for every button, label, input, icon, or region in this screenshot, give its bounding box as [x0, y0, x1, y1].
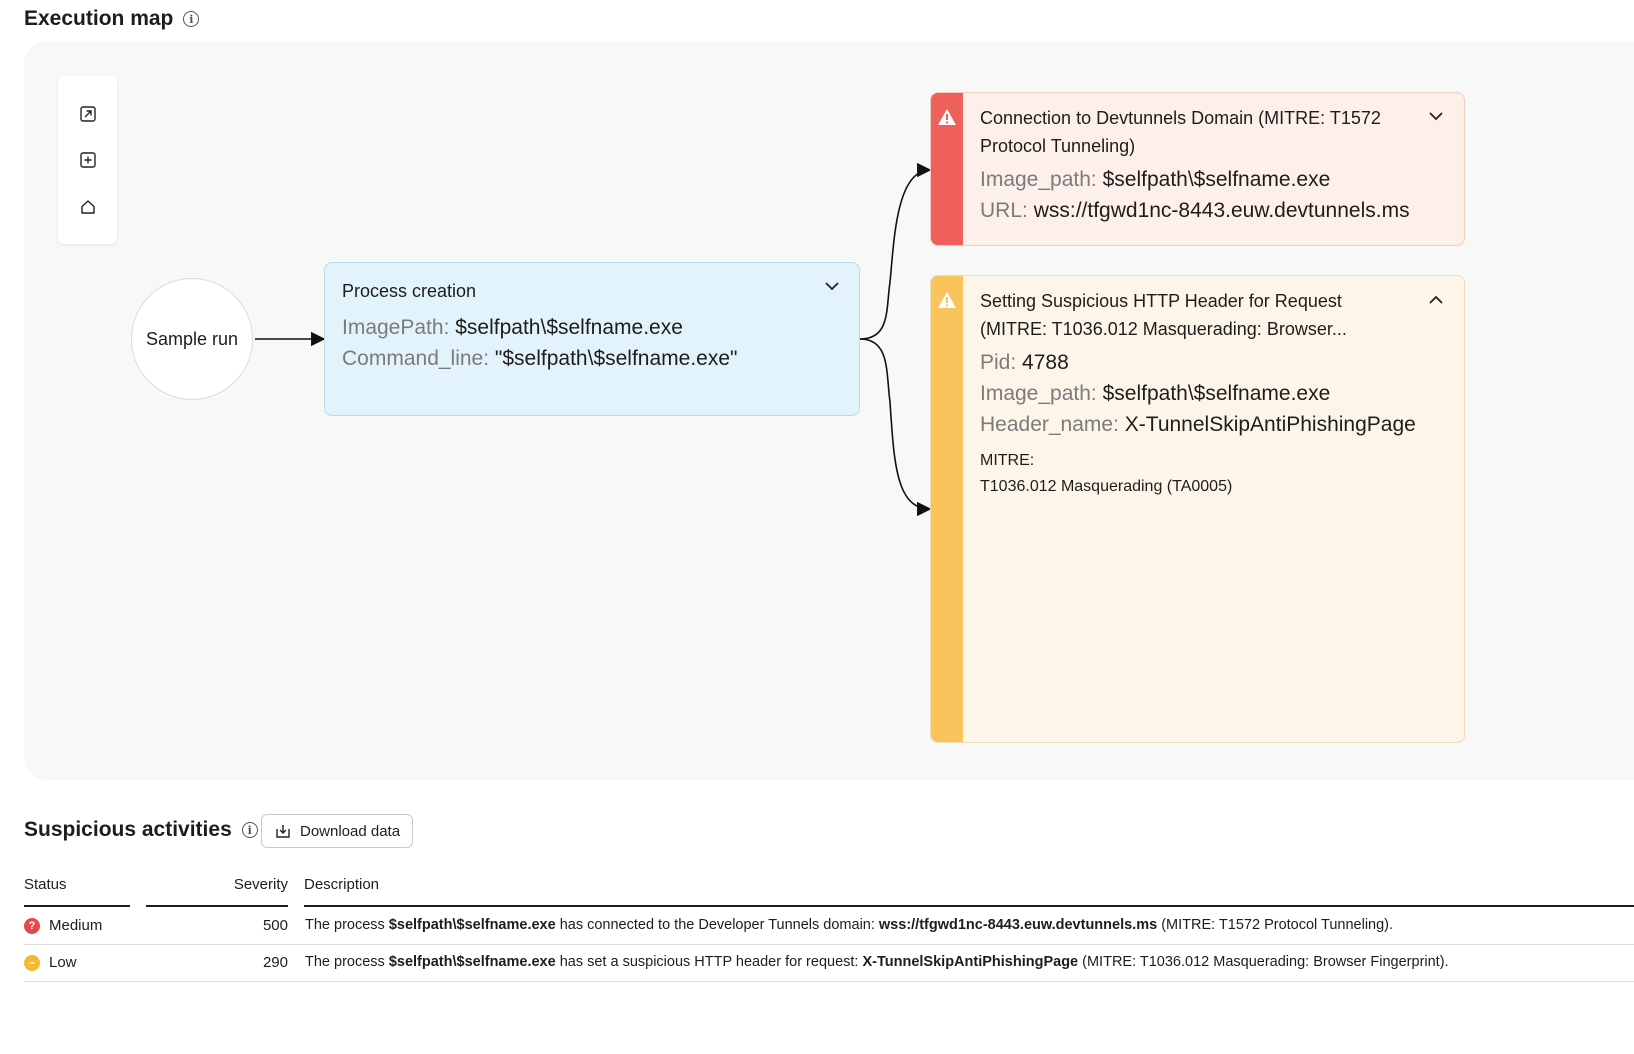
- field-key: Command_line:: [342, 347, 490, 370]
- process-commandline-row: [342, 343, 842, 374]
- warning-icon: [937, 291, 957, 309]
- field-value: X-TunnelSkipAntiPhishingPage: [1124, 413, 1416, 436]
- chevron-up-icon[interactable]: [1425, 288, 1447, 310]
- severity-bar-high: [931, 93, 963, 245]
- field-value: "$selfpath\$selfname.exe": [494, 347, 738, 370]
- alert-header-name-row: [980, 409, 1447, 440]
- edge-process-to-alert-2: [860, 339, 930, 509]
- alert-pid-row: [980, 347, 1447, 378]
- alert-node-devtunnels[interactable]: [930, 92, 1465, 246]
- field-value: $selfpath\$selfname.exe: [455, 316, 683, 339]
- header-underline: [304, 905, 1634, 907]
- mitre-value: T1036.012 Masquerading (TA0005): [980, 478, 1233, 495]
- field-key: Pid:: [980, 351, 1017, 374]
- download-icon: [275, 823, 291, 839]
- info-icon[interactable]: i: [242, 822, 258, 838]
- field-value: wss://tfgwd1nc-8443.euw.devtunnels.ms: [1033, 199, 1410, 222]
- process-creation-node[interactable]: [324, 262, 860, 416]
- zoom-in-icon[interactable]: [77, 149, 99, 171]
- alert-url-row: [980, 195, 1447, 226]
- severity-value: 290: [262, 954, 288, 971]
- alert-node-title: Setting Suspicious HTTP Header for Request (MITRE: T1036.012 Masquerading: Browser...: [980, 291, 1347, 339]
- field-key: Header_name:: [980, 413, 1119, 436]
- mitre-label: MITRE:: [980, 452, 1035, 469]
- map-toolbar: [58, 76, 117, 244]
- expand-icon[interactable]: [77, 103, 99, 125]
- status-text: Medium: [49, 917, 103, 934]
- execution-map-heading: Execution map: [24, 7, 174, 30]
- status-low-icon: –: [24, 955, 40, 971]
- table-row[interactable]: [24, 908, 1634, 945]
- field-key: Image_path:: [980, 382, 1097, 405]
- status-medium-icon: ?: [24, 918, 40, 934]
- column-header-status[interactable]: Status: [24, 876, 67, 893]
- download-data-label: Download data: [300, 822, 401, 840]
- warning-icon: [937, 108, 957, 126]
- field-key: Image_path:: [980, 168, 1097, 191]
- process-node-title: Process creation: [342, 281, 477, 301]
- home-icon[interactable]: [77, 196, 99, 218]
- suspicious-activities-heading: Suspicious activities: [24, 818, 232, 841]
- severity-value: 500: [262, 917, 288, 934]
- field-key: URL:: [980, 199, 1028, 222]
- header-underline: [146, 905, 288, 907]
- chevron-down-icon[interactable]: [821, 275, 843, 297]
- status-text: Low: [49, 954, 77, 971]
- alert-node-http-header[interactable]: [930, 275, 1465, 743]
- suspicious-activities-title: [24, 818, 258, 842]
- field-key: ImagePath:: [342, 316, 450, 339]
- column-header-severity[interactable]: Severity: [233, 876, 288, 893]
- process-imagepath-row: [342, 312, 842, 343]
- alert-node-title: Connection to Devtunnels Domain (MITRE: T1572 Protocol Tunneling): [980, 108, 1381, 156]
- sample-run-label: Sample run: [145, 328, 239, 349]
- alert-imagepath-row: [980, 164, 1447, 195]
- execution-map-canvas[interactable]: [24, 42, 1634, 780]
- column-header-description[interactable]: Description: [304, 876, 380, 893]
- description-text: The process $selfpath\$selfname.exe has set a suspicious HTTP header for request: X-TunnelSkipAntiPhishingPage (MITRE: T1036.012 Masquerading: Browser Fingerprint).: [305, 954, 1449, 970]
- field-value: 4788: [1022, 351, 1069, 374]
- severity-bar-low: [931, 276, 963, 742]
- table-row[interactable]: [24, 945, 1634, 982]
- description-text: The process $selfpath\$selfname.exe has connected to the Developer Tunnels domain: wss://tfgwd1nc-8443.euw.devtunnels.ms (MITRE: T1572 Protocol Tunneling).: [305, 917, 1394, 933]
- alert-imagepath-row: [980, 378, 1447, 409]
- info-icon[interactable]: i: [183, 11, 199, 27]
- chevron-down-icon[interactable]: [1425, 105, 1447, 127]
- header-underline: [24, 905, 130, 907]
- sample-run-node[interactable]: [131, 278, 253, 400]
- field-value: $selfpath\$selfname.exe: [1102, 382, 1331, 405]
- execution-map-title: [24, 7, 199, 31]
- edge-process-to-alert-1: [860, 170, 930, 339]
- download-data-button[interactable]: [261, 814, 413, 848]
- field-value: $selfpath\$selfname.exe: [1102, 168, 1331, 191]
